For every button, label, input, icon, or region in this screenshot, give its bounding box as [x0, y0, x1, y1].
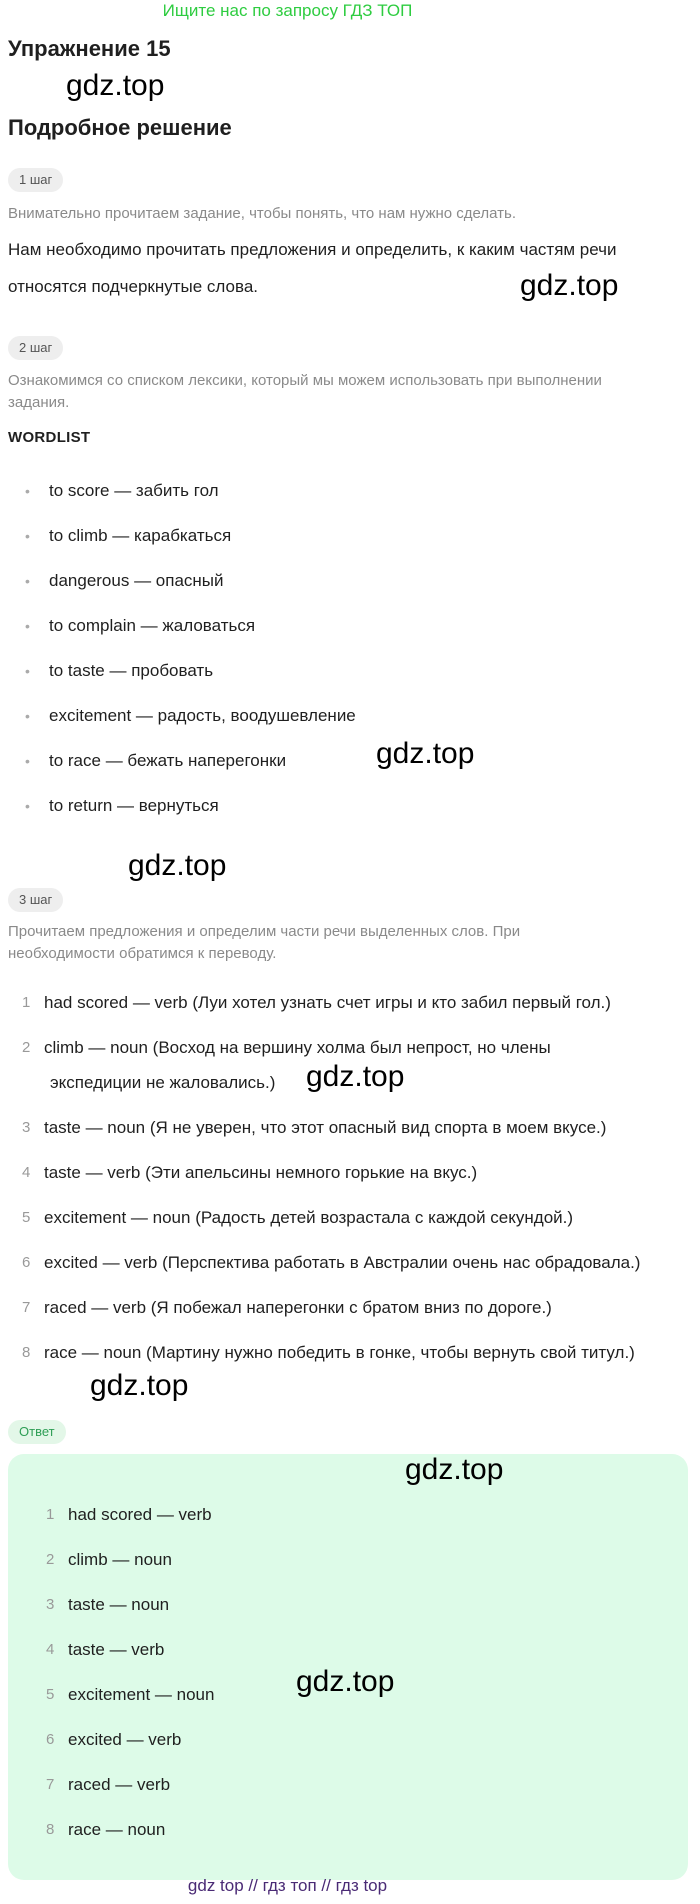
watermark: gdz.top: [306, 1060, 405, 1093]
wordlist: [25, 476, 625, 836]
list-item: • to taste — пробовать: [25, 656, 625, 701]
list-item: 8 race — noun (Мартину нужно победить в гонке, чтобы вернуть свой титул.): [22, 1343, 635, 1362]
watermark: gdz.top: [376, 737, 475, 770]
watermark: gdz.top: [66, 69, 165, 102]
list-item: • to climb — карабкаться: [25, 521, 625, 566]
list-item: 5 excitement — noun (Радость детей возрастала с каждой секундой.): [22, 1208, 574, 1227]
watermark: gdz.top: [90, 1369, 189, 1402]
step-3-hint-line-1: Прочитаем предложения и определим части речи выделенных слов. При: [8, 923, 521, 940]
list-item: 6 excited — verb: [46, 1730, 182, 1749]
list-item: • to complain — жаловаться: [25, 611, 625, 656]
list-item: 3 taste — noun: [46, 1595, 170, 1614]
step-1-badge: 1 шаг: [8, 168, 63, 192]
step-1-text-line-2: относятся подчеркнутые слова.: [8, 277, 259, 296]
list-item: 1 had scored — verb (Луи хотел узнать счет игры и кто забил первый гол.): [22, 993, 611, 1012]
list-item: • to race — бежать наперегонки: [25, 746, 625, 791]
list-item: 7 raced — verb (Я побежал наперегонки с братом вниз по дороге.): [22, 1298, 552, 1317]
watermark: gdz.top: [405, 1453, 504, 1486]
list-item: 7 raced — verb: [46, 1775, 171, 1794]
list-item: 5 excitement — noun: [46, 1685, 215, 1704]
top-banner[interactable]: Ищите нас по запросу ГДЗ ТОП: [162, 1, 413, 20]
solution-list: [8, 985, 698, 1380]
list-item: 1 had scored — verb: [46, 1505, 212, 1524]
answer-badge: Ответ: [8, 1420, 66, 1444]
step-1-text-line-1: Нам необходимо прочитать предложения и определить, к каким частям речи: [8, 240, 617, 259]
list-item: • excitement — радость, воодушевление: [25, 701, 625, 746]
list-item: 2 climb — noun: [46, 1550, 172, 1569]
list-item: 8 race — noun: [46, 1820, 166, 1839]
list-item: • to score — забить гол: [25, 476, 625, 521]
list-item: • dangerous — опасный: [25, 566, 625, 611]
watermark: gdz.top: [520, 269, 619, 302]
list-item: 3 taste — noun (Я не уверен, что этот опасный вид спорта в моем вкусе.): [22, 1118, 607, 1137]
wordlist-heading: WORDLIST: [8, 429, 91, 446]
watermark: gdz.top: [128, 849, 227, 882]
step-1-hint: Внимательно прочитаем задание, чтобы понять, что нам нужно сделать.: [8, 205, 517, 222]
footer-links[interactable]: gdz top // гдз топ // гдз top: [187, 1876, 388, 1895]
step-2-hint-line-1: Ознакомимся со списком лексики, который мы можем использовать при выполнении: [8, 372, 602, 389]
list-item: • to return — вернуться: [25, 791, 625, 836]
step-3-hint-line-2: необходимости обратимся к переводу.: [8, 945, 277, 962]
page-title: Упражнение 15: [8, 36, 171, 61]
step-3-badge: 3 шаг: [8, 888, 63, 912]
list-item: 4 taste — verb: [46, 1640, 165, 1659]
list-item: 2 climb — noun (Восход на вершину холма был непрост, но члены экспедиции не жаловались.): [22, 1038, 551, 1092]
list-item: 4 taste — verb (Эти апельсины немного горькие на вкус.): [22, 1163, 478, 1182]
solution-heading: Подробное решение: [8, 115, 232, 140]
watermark: gdz.top: [296, 1665, 395, 1698]
list-item: 6 excited — verb (Перспектива работать в Австралии очень нас обрадовала.): [22, 1253, 641, 1272]
step-2-hint-line-2: задания.: [8, 394, 70, 411]
step-2-badge: 2 шаг: [8, 336, 63, 360]
